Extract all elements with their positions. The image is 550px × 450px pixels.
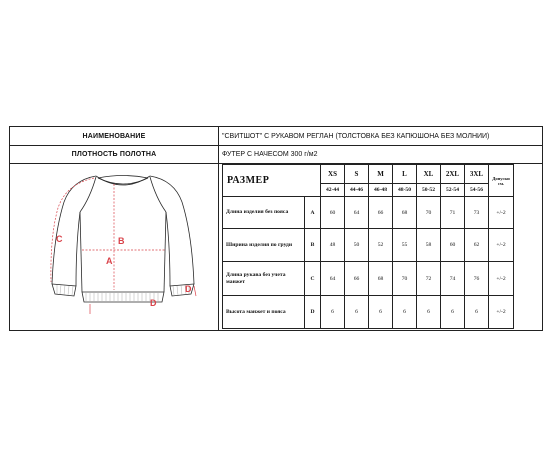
size-xs: XS: [321, 165, 345, 184]
cell-value: 6: [441, 296, 465, 329]
row-label: Высота манжет и пояса: [223, 296, 305, 329]
row-label: Длина изделия без пояса: [223, 197, 305, 229]
size-xl: XL: [417, 165, 441, 184]
cell-value: 68: [393, 197, 417, 229]
cell-value: 74: [441, 262, 465, 296]
cell-value: 60: [321, 197, 345, 229]
range-m: 46-48: [369, 184, 393, 197]
measure-line-d-cuff: [194, 286, 196, 296]
cell-value: 76: [465, 262, 489, 296]
cell-value: 73: [465, 197, 489, 229]
size-table: [222, 164, 514, 329]
size-title: РАЗМЕР: [223, 165, 321, 197]
cell-value: 6: [465, 296, 489, 329]
density-label: ПЛОТНОСТЬ ПОЛОТНА: [10, 145, 219, 163]
label-d-hem: D: [150, 298, 157, 308]
label-d-cuff: D: [185, 284, 192, 294]
range-3xl: 54-56: [465, 184, 489, 197]
size-s: S: [345, 165, 369, 184]
row-tolerance: +/-2: [489, 262, 514, 296]
cell-value: 6: [393, 296, 417, 329]
cell-value: 48: [321, 229, 345, 262]
row-letter: A: [305, 197, 321, 229]
row-label: Длина рукава без учета манжет: [223, 262, 305, 296]
cell-value: 71: [441, 197, 465, 229]
cell-value: 6: [345, 296, 369, 329]
row-letter: B: [305, 229, 321, 262]
cell-value: 66: [369, 197, 393, 229]
cell-value: 60: [441, 229, 465, 262]
row-tolerance: +/-2: [489, 197, 514, 229]
cell-value: 68: [369, 262, 393, 296]
range-xl: 50-52: [417, 184, 441, 197]
cell-value: 64: [321, 262, 345, 296]
cell-value: 55: [393, 229, 417, 262]
cell-value: 52: [369, 229, 393, 262]
cell-value: 58: [417, 229, 441, 262]
cell-value: 6: [321, 296, 345, 329]
range-s: 44-46: [345, 184, 369, 197]
cell-value: 64: [345, 197, 369, 229]
density-value: ФУТЕР С НАЧЕСОМ 300 г/м2: [222, 150, 318, 158]
range-2xl: 52-54: [441, 184, 465, 197]
density-row: [10, 145, 542, 164]
size-header-row: [223, 165, 514, 184]
name-row: [10, 127, 542, 146]
cell-value: 6: [417, 296, 441, 329]
range-xs: 42-44: [321, 184, 345, 197]
table-row: [223, 296, 514, 329]
range-l: 48-50: [393, 184, 417, 197]
cell-value: 6: [369, 296, 393, 329]
name-label: НАИМЕНОВАНИЕ: [10, 127, 219, 145]
sweatshirt-drawing: [10, 164, 218, 330]
row-letter: D: [305, 296, 321, 329]
label-a: A: [106, 256, 113, 266]
label-c: C: [56, 234, 63, 244]
size-2xl: 2XL: [441, 165, 465, 184]
sweatshirt-diagram: [10, 164, 219, 330]
size-3xl: 3XL: [465, 165, 489, 184]
table-row: [223, 197, 514, 229]
table-row: [223, 229, 514, 262]
row-tolerance: +/-2: [489, 229, 514, 262]
row-letter: C: [305, 262, 321, 296]
cell-value: 72: [417, 262, 441, 296]
size-l: L: [393, 165, 417, 184]
cell-value: 50: [345, 229, 369, 262]
measure-lines: [51, 178, 196, 314]
label-b: B: [118, 236, 125, 246]
rib-texture: [57, 285, 189, 301]
size-m: M: [369, 165, 393, 184]
cell-value: 66: [345, 262, 369, 296]
cell-value: 70: [393, 262, 417, 296]
tolerance-header: Допуски см.: [489, 165, 514, 197]
row-label: Ширина изделия по груди: [223, 229, 305, 262]
size-chart-sheet: [9, 126, 543, 331]
name-value: "СВИТШОТ" С РУКАВОМ РЕГЛАН (ТОЛСТОВКА БЕЗ КАПЮШОНА БЕЗ МОЛНИИ): [222, 132, 490, 140]
cell-value: 62: [465, 229, 489, 262]
cell-value: 70: [417, 197, 441, 229]
row-tolerance: +/-2: [489, 296, 514, 329]
table-row: [223, 262, 514, 296]
